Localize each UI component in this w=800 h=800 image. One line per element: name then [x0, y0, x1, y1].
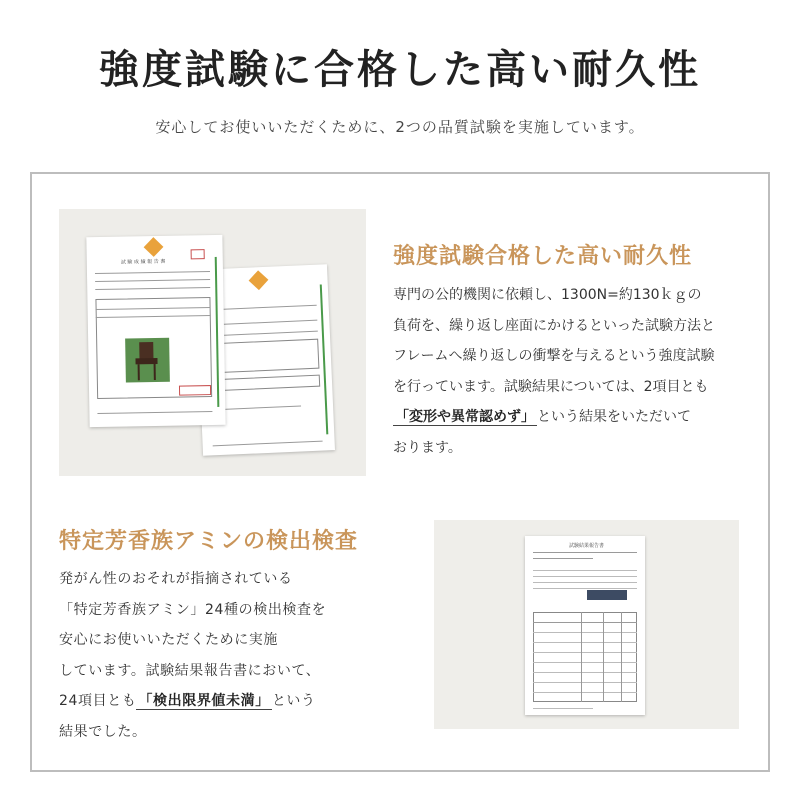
- strength-emphasis: 「変形や異常認めず」: [395, 409, 535, 425]
- amine-line-3: 安心にお使いいただくために実施: [59, 632, 278, 648]
- amine-line-5: [59, 686, 419, 717]
- stamp-icon: [191, 249, 205, 259]
- amine-line-1: 発がん性のおそれが指摘されている: [59, 571, 293, 587]
- strength-line-3: フレームへ繰り返しの衝撃を与えるという強度試験: [393, 348, 715, 364]
- amine-line-4: しています。試験結果報告書において、: [59, 662, 321, 679]
- strength-line-4: を行っています。試験結果については、2項目とも: [393, 378, 709, 395]
- amine-text: [59, 564, 419, 747]
- amine-line-5-prefix: 24項目とも: [59, 693, 137, 709]
- amine-report-photo: [434, 520, 739, 729]
- strength-line-2: 負荷を、繰り返し座面にかけるといった試験方法と: [393, 317, 715, 334]
- strength-report-photo: [59, 209, 366, 476]
- page-subtitle: 安心してお使いいただくために、2つの品質試験を実施しています。: [155, 118, 645, 136]
- strength-text: [393, 280, 753, 463]
- chair-photo: [125, 338, 170, 383]
- amine-heading: 特定芳香族アミンの検出検査: [59, 529, 359, 554]
- content-card: [30, 172, 770, 772]
- seal-logo-icon: [144, 237, 164, 257]
- doc-title: 試 験 成 績 報 告 書: [120, 258, 166, 266]
- strength-line-5: [393, 402, 753, 433]
- amine-report-page: [525, 536, 645, 715]
- strength-line-1: 専門の公的機関に依頼し、1300N=約130ｋｇの: [393, 287, 702, 303]
- seal-logo-icon: [249, 270, 269, 290]
- amine-line-5-rest: という: [271, 693, 316, 709]
- amine-doc-title: 試験結果報告書: [569, 543, 605, 549]
- amine-line-6: 結果でした。: [59, 723, 147, 740]
- amine-emphasis: 「検出限界値未満」: [138, 693, 270, 709]
- sample-photo: [587, 590, 627, 600]
- strength-line-6: おります。: [393, 439, 462, 456]
- amine-line-2: 「特定芳香族アミン」24種の検出検査を: [59, 601, 327, 618]
- strength-line-5-rest: という結果をいただいて: [537, 409, 691, 425]
- report-page-front: [86, 235, 225, 427]
- strength-heading: 強度試験合格した高い耐久性: [393, 244, 693, 269]
- page-title: 強度試験に合格した高い耐久性: [99, 47, 701, 93]
